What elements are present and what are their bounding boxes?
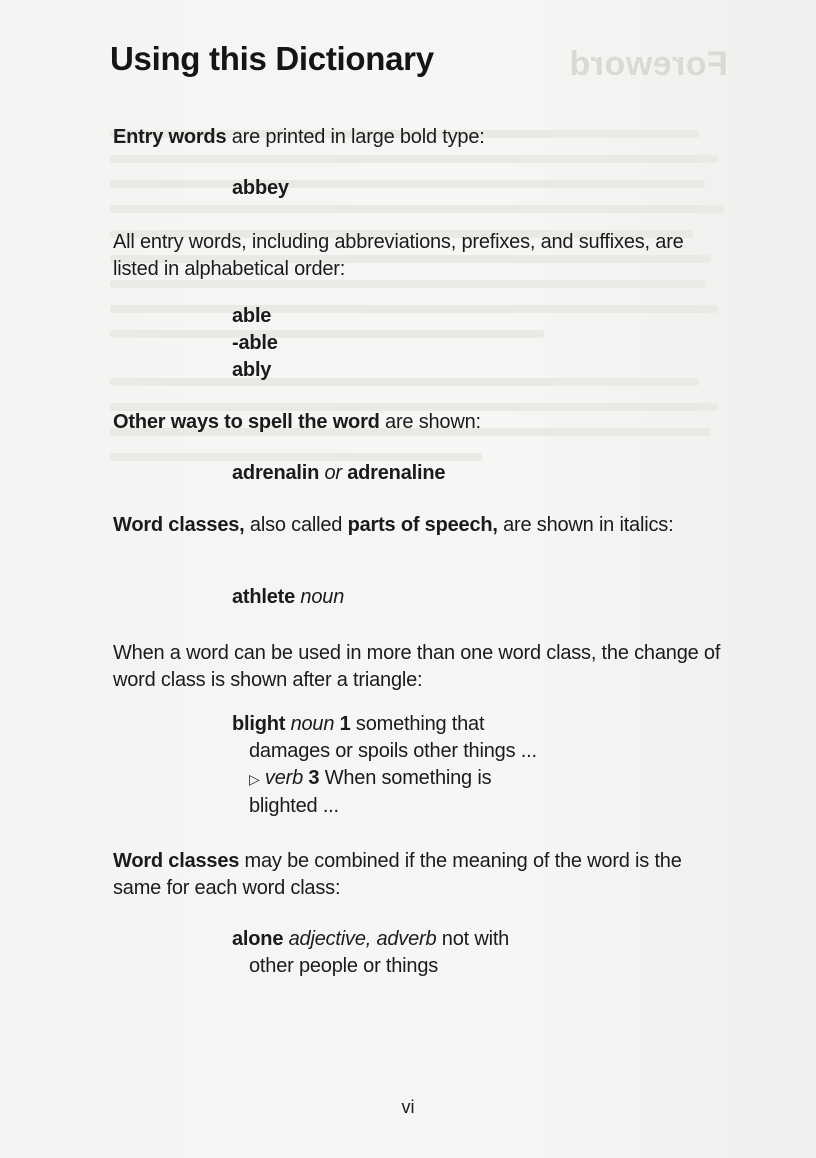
triangle-paragraph: When a word can be used in more than one word class, the change of word class is shown after a triangle: xyxy=(113,642,721,691)
combined-classes-paragraph: Word classes may be combined if the meaning of the word is the same for each word class: xyxy=(113,850,682,899)
list-item: ably xyxy=(232,359,272,381)
list-item: able xyxy=(232,305,272,327)
triangle-icon: ▷ xyxy=(249,771,260,787)
example-blight: blight noun 1 something that damages or spoils other things ... ▷ verb 3 When something is blighted ... xyxy=(232,713,537,817)
example-spelling: adrenalin or adrenaline xyxy=(232,462,446,484)
list-item: -able xyxy=(232,332,278,354)
page-title: Using this Dictionary xyxy=(110,40,434,77)
word-classes-paragraph: Word classes, also called parts of speech, are shown in italics: xyxy=(113,514,674,536)
entry-words-term: Entry words xyxy=(113,126,227,148)
example-alone: alone adjective, adverb not with other people or things xyxy=(232,928,510,977)
alphabetical-order-paragraph: All entry words, including abbreviations, prefixes, and suffixes, are listed in alphabetical order: xyxy=(113,231,684,280)
example-abbey: abbey xyxy=(232,177,289,199)
page-number: vi xyxy=(401,1097,415,1117)
example-alphabetical-list xyxy=(232,303,278,384)
spelling-paragraph: Other ways to spell the word are shown: xyxy=(113,411,481,433)
example-athlete: athlete noun xyxy=(232,586,345,608)
entry-words-paragraph: Entry words are printed in large bold type: xyxy=(113,126,485,148)
show-through-heading: Foreword xyxy=(569,45,728,83)
